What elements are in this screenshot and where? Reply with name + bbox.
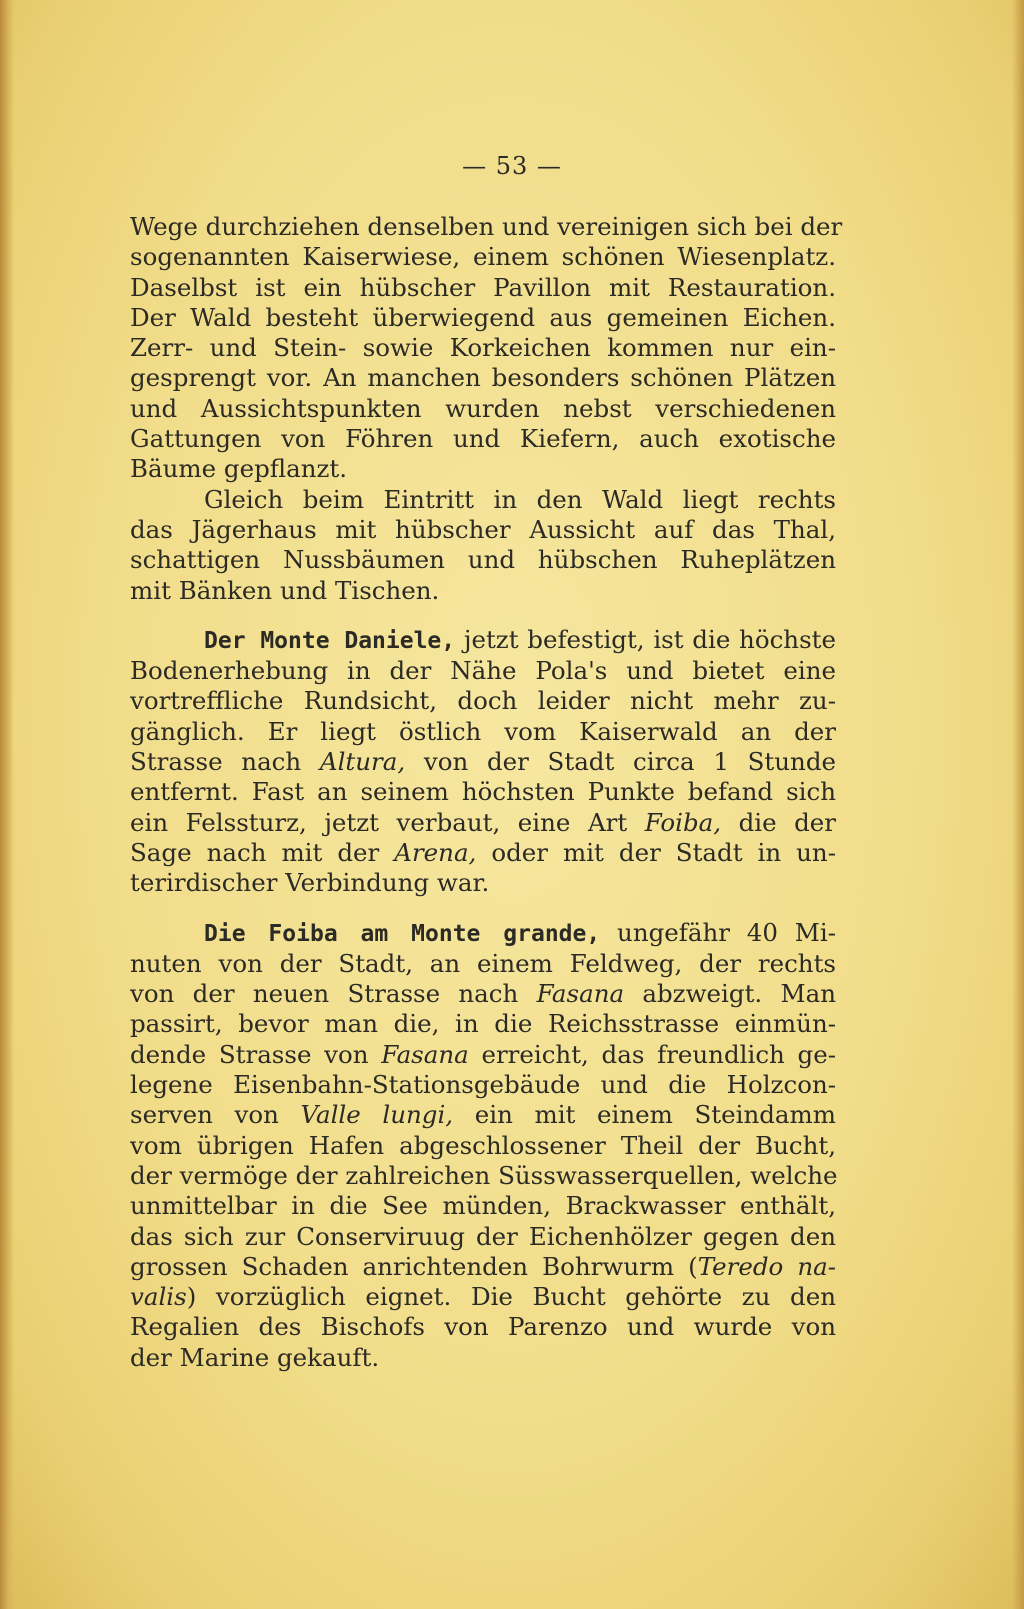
text-line: sogenannten Kaiserwiese, einem schönen Wiesenplatz. <box>130 242 836 272</box>
text-line: terirdischer Verbindung war. <box>130 868 490 898</box>
text-line: gesprengt vor. An manchen besonders schönen Plätzen <box>130 363 836 393</box>
text-line: Bodenerhebung in der Nähe Pola's und bietet eine <box>130 656 836 686</box>
text-line: Zerr- und Stein- sowie Korkeichen kommen nur ein- <box>130 333 836 363</box>
text-line: Gattungen von Föhren und Kiefern, auch exotische <box>130 424 836 454</box>
text-line: Gleich beim Eintritt in den Wald liegt rechts <box>204 484 836 514</box>
section-heading: Die Foiba am Monte grande, <box>204 920 601 947</box>
page-edge-right <box>1012 0 1024 1609</box>
text-line: Der Monte Daniele, jetzt befestigt, ist die höchste <box>204 624 836 654</box>
text-line: schattigen Nussbäumen und hübschen Ruheplätzen <box>130 545 836 575</box>
text-line: Wege durchziehen denselben und vereinigen sich bei der <box>130 212 843 241</box>
paragraph-1 <box>130 212 843 485</box>
paragraph-2 <box>130 485 836 606</box>
paragraph-foiba <box>130 918 836 1373</box>
text-line: Die Foiba am Monte grande, ungefähr 40 Mi- <box>204 917 836 947</box>
text-line: passirt, bevor man die, in die Reichsstrasse einmün- <box>130 1009 836 1039</box>
text-line: grossen Schaden anrichtenden Bohrwurm (Teredo na- <box>130 1251 836 1281</box>
section-heading: Der Monte Daniele, <box>204 627 456 654</box>
text-line: valis) vorzüglich eignet. Die Bucht gehörte zu den <box>130 1282 836 1312</box>
text-line: Daselbst ist ein hübscher Pavillon mit Restauration. <box>130 272 836 302</box>
text-line: Der Wald besteht überwiegend aus gemeinen Eichen. <box>130 302 836 332</box>
page-number: — 53 — <box>462 152 562 180</box>
text-line: nuten von der Stadt, an einem Feldweg, der rechts <box>130 948 836 978</box>
text-line: mit Bänken und Tischen. <box>130 575 440 605</box>
text-line: der vermöge der zahlreichen Süsswasserquellen, welche <box>130 1160 838 1190</box>
body-text <box>130 212 843 1373</box>
text-line: das sich zur Conserviruug der Eichenhölzer gegen den <box>130 1221 836 1251</box>
text-line: Bäume gepflanzt. <box>130 454 348 484</box>
text-line: Sage nach mit der Arena, oder mit der Stadt in un- <box>130 837 836 867</box>
text-line: legene Eisenbahn-Stationsgebäude und die Holzcon- <box>130 1070 836 1100</box>
text-line: und Aussichtspunkten wurden nebst verschiedenen <box>130 393 836 423</box>
text-line: der Marine gekauft. <box>130 1342 380 1372</box>
text-line: vortreffliche Rundsicht, doch leider nicht mehr zu- <box>130 686 836 716</box>
text-line: ein Felssturz, jetzt verbaut, eine Art Foiba, die der <box>130 807 836 837</box>
text-line: Strasse nach Altura, von der Stadt circa 1 Stunde <box>130 747 837 777</box>
paragraph-monte-daniele <box>130 625 836 899</box>
text-line: serven von Valle lungi, ein mit einem Steindamm <box>130 1100 836 1130</box>
text-line: unmittelbar in die See münden, Brackwasser enthält, <box>130 1191 836 1221</box>
page-edge-left <box>0 0 14 1609</box>
text-line: gänglich. Er liegt östlich vom Kaiserwald an der <box>130 716 836 746</box>
text-line: Regalien des Bischofs von Parenzo und wurde von <box>130 1312 836 1342</box>
text-line: entfernt. Fast an seinem höchsten Punkte befand sich <box>130 777 836 807</box>
text-line: das Jägerhaus mit hübscher Aussicht auf das Thal, <box>130 514 836 544</box>
text-line: von der neuen Strasse nach Fasana abzweigt. Man <box>130 979 836 1009</box>
text-line: vom übrigen Hafen abgeschlossener Theil der Bucht, <box>130 1130 836 1160</box>
text-line: dende Strasse von Fasana erreicht, das freundlich ge- <box>130 1039 836 1069</box>
